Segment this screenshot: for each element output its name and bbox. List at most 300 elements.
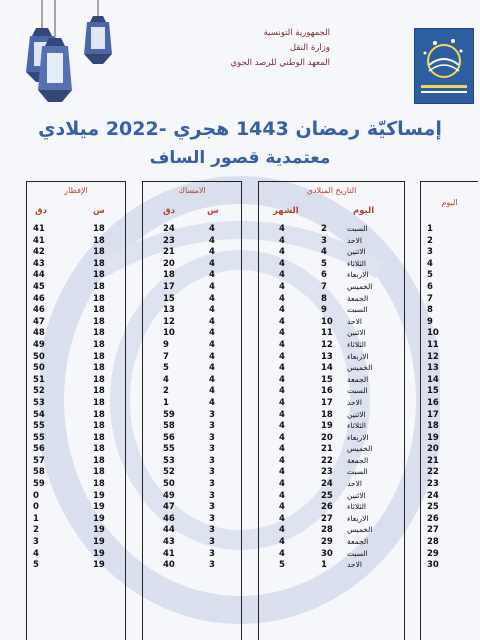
- table-row: [143, 224, 241, 236]
- ih-cell: 4: [209, 363, 215, 374]
- im-cell: 40: [163, 560, 175, 571]
- fm-cell: 4: [33, 548, 39, 559]
- im-cell: 24: [163, 224, 175, 234]
- table-row: [143, 456, 241, 468]
- d-cell: 15: [321, 374, 333, 385]
- day-number-column-title: اليوم: [441, 198, 458, 207]
- d-cell: 25: [321, 490, 333, 501]
- table-row: [143, 410, 241, 422]
- fh-cell: 18: [93, 374, 105, 385]
- dayname-cell: الاثنين: [347, 328, 366, 338]
- d-cell: 13: [321, 351, 333, 362]
- table-row: [27, 328, 125, 340]
- fm-cell: 55: [33, 421, 45, 432]
- table-row: [259, 317, 404, 329]
- table-row: [421, 340, 478, 352]
- table-row: [143, 386, 241, 398]
- table-row: [259, 363, 404, 375]
- ih-cell: 3: [209, 479, 215, 490]
- im-cell: 9: [163, 339, 169, 350]
- m-cell: 4: [279, 421, 285, 432]
- im-cell: 7: [163, 351, 169, 362]
- n-cell: 20: [427, 444, 439, 455]
- ih-cell: 4: [209, 351, 215, 362]
- table-row: [143, 479, 241, 491]
- fm-cell: 3: [33, 537, 39, 548]
- im-cell: 46: [163, 513, 175, 524]
- table-row: [27, 270, 125, 282]
- page-subtitle: معتمدية قصور الساف: [149, 148, 331, 168]
- d-cell: 23: [321, 467, 333, 478]
- fm-cell: 56: [33, 444, 45, 455]
- im-cell: 23: [163, 235, 175, 246]
- im-cell: 17: [163, 281, 175, 292]
- table-row: [421, 236, 478, 248]
- dayname-cell: الثلاثاء: [347, 421, 367, 431]
- m-cell: 4: [279, 339, 285, 350]
- table-row: [143, 236, 241, 248]
- d-cell: 24: [321, 479, 333, 490]
- n-cell: 26: [427, 513, 439, 524]
- fm-cell: 2: [33, 525, 39, 536]
- fm-cell: 0: [33, 490, 39, 501]
- n-cell: 23: [427, 479, 439, 490]
- n-cell: 12: [427, 351, 439, 362]
- table-row: [27, 224, 125, 236]
- n-cell: 25: [427, 502, 439, 513]
- m-cell: 4: [279, 235, 285, 246]
- m-cell: 4: [279, 351, 285, 362]
- table-row: [259, 294, 404, 306]
- d-cell: 29: [321, 537, 333, 548]
- table-row: [421, 491, 478, 503]
- table-row: [259, 491, 404, 503]
- table-row: [27, 352, 125, 364]
- table-row: [143, 317, 241, 329]
- table-row: [259, 467, 404, 479]
- table-row: [259, 236, 404, 248]
- m-cell: 4: [279, 293, 285, 304]
- d-cell: 19: [321, 421, 333, 432]
- m-cell: 4: [279, 374, 285, 385]
- table-row: [259, 328, 404, 340]
- table-row: [421, 247, 478, 259]
- imsak-minute-header: دق: [163, 206, 175, 216]
- table-row: [27, 491, 125, 503]
- d-cell: 14: [321, 363, 333, 374]
- fh-cell: 19: [93, 513, 105, 524]
- table-row: [27, 236, 125, 248]
- table-row: [259, 549, 404, 561]
- table-row: [421, 363, 478, 375]
- fh-cell: 18: [93, 281, 105, 292]
- table-row: [259, 398, 404, 410]
- table-row: [259, 410, 404, 422]
- table-row: [421, 375, 478, 387]
- ih-cell: 4: [209, 328, 215, 339]
- table-row: [27, 398, 125, 410]
- dayname-cell: الجمعة: [347, 537, 369, 547]
- n-cell: 6: [427, 281, 433, 292]
- d-cell: 17: [321, 397, 333, 408]
- table-row: [143, 282, 241, 294]
- fh-cell: 18: [93, 363, 105, 374]
- table-row: [27, 410, 125, 422]
- fh-cell: 18: [93, 258, 105, 269]
- ih-cell: 4: [209, 305, 215, 316]
- ih-cell: 4: [209, 339, 215, 350]
- table-row: [143, 398, 241, 410]
- table-row: [27, 525, 125, 537]
- im-cell: 53: [163, 455, 175, 466]
- table-row: [143, 433, 241, 445]
- m-cell: 4: [279, 270, 285, 281]
- table-row: [143, 444, 241, 456]
- fh-cell: 18: [93, 247, 105, 258]
- dayname-cell: الخميس: [347, 525, 373, 535]
- table-row: [421, 282, 478, 294]
- iftar-column-title: الإفطار: [64, 186, 88, 195]
- d-cell: 12: [321, 339, 333, 350]
- iftar-minute-header: دق: [35, 206, 47, 216]
- fm-cell: 50: [33, 351, 45, 362]
- n-cell: 29: [427, 548, 439, 559]
- dayname-cell: الثلاثاء: [347, 258, 367, 268]
- dayname-cell: الجمعة: [347, 455, 369, 465]
- im-cell: 43: [163, 537, 175, 548]
- im-cell: 1: [163, 397, 169, 408]
- table-row: [421, 433, 478, 445]
- im-cell: 5: [163, 363, 169, 374]
- im-cell: 56: [163, 432, 175, 443]
- iftar-hour-header: س: [93, 206, 105, 216]
- header-line-1: الجمهورية التونسية: [263, 28, 330, 38]
- table-row: [421, 560, 478, 572]
- table-row: [259, 560, 404, 572]
- table-row: [421, 456, 478, 468]
- dayname-cell: الجمعة: [347, 374, 369, 384]
- m-cell: 4: [279, 397, 285, 408]
- fm-cell: 46: [33, 305, 45, 316]
- im-cell: 18: [163, 270, 175, 281]
- table-row: [143, 340, 241, 352]
- table-row: [27, 560, 125, 572]
- dayname-cell: الثلاثاء: [347, 339, 367, 349]
- n-cell: 22: [427, 467, 439, 478]
- dayname-cell: السبت: [347, 224, 368, 233]
- dayname-cell: الاربعاء: [347, 513, 369, 523]
- im-cell: 47: [163, 502, 175, 513]
- table-row: [27, 317, 125, 329]
- imsak-column-title: الامساك: [178, 186, 206, 195]
- im-cell: 52: [163, 467, 175, 478]
- m-cell: 4: [279, 328, 285, 339]
- table-row: [421, 549, 478, 561]
- table-row: [27, 259, 125, 271]
- d-cell: 27: [321, 513, 333, 524]
- fh-cell: 18: [93, 455, 105, 466]
- im-cell: 49: [163, 490, 175, 501]
- table-row: [143, 352, 241, 364]
- ih-cell: 3: [209, 525, 215, 536]
- gregorian-column-title: التاريخ الميلادي: [306, 186, 357, 195]
- fh-cell: 18: [93, 328, 105, 339]
- fm-cell: 50: [33, 363, 45, 374]
- ih-cell: 3: [209, 467, 215, 478]
- table-row: [27, 479, 125, 491]
- imsak-hour-header: س: [207, 206, 219, 216]
- fh-cell: 18: [93, 421, 105, 432]
- fm-cell: 53: [33, 397, 45, 408]
- table-row: [27, 421, 125, 433]
- dayname-cell: الخميس: [347, 444, 373, 454]
- table-row: [259, 444, 404, 456]
- dayname-cell: الاثنين: [347, 247, 366, 257]
- ih-cell: 4: [209, 281, 215, 292]
- n-cell: 30: [427, 560, 439, 571]
- d-cell: 18: [321, 409, 333, 420]
- table-row: [259, 502, 404, 514]
- table-row: [421, 410, 478, 422]
- dayname-cell: الاربعاء: [347, 351, 369, 361]
- fh-cell: 19: [93, 548, 105, 559]
- table-row: [259, 514, 404, 526]
- dayname-cell: الاحد: [347, 560, 362, 570]
- fm-cell: 41: [33, 235, 45, 246]
- table-row: [27, 282, 125, 294]
- table-row: [421, 305, 478, 317]
- ih-cell: 3: [209, 548, 215, 559]
- ih-cell: 4: [209, 397, 215, 408]
- dayname-cell: الاحد: [347, 479, 362, 489]
- table-row: [259, 386, 404, 398]
- ih-cell: 4: [209, 224, 215, 234]
- n-cell: 15: [427, 386, 439, 397]
- table-row: [421, 537, 478, 549]
- day-number-rows: [421, 224, 478, 572]
- m-cell: 4: [279, 479, 285, 490]
- fh-cell: 19: [93, 525, 105, 536]
- lantern-icon: [78, 0, 118, 78]
- im-cell: 20: [163, 258, 175, 269]
- fh-cell: 18: [93, 444, 105, 455]
- fm-cell: 47: [33, 316, 45, 327]
- d-cell: 1: [321, 560, 327, 571]
- table-row: [143, 363, 241, 375]
- table-row: [421, 514, 478, 526]
- table-row: [421, 328, 478, 340]
- ih-cell: 4: [209, 374, 215, 385]
- fh-cell: 18: [93, 305, 105, 316]
- table-row: [27, 247, 125, 259]
- table-row: [27, 386, 125, 398]
- fh-cell: 18: [93, 467, 105, 478]
- table-row: [143, 375, 241, 387]
- table-row: [27, 502, 125, 514]
- im-cell: 50: [163, 479, 175, 490]
- d-cell: 6: [321, 270, 327, 281]
- table-row: [259, 340, 404, 352]
- table-row: [259, 421, 404, 433]
- dayname-cell: الخميس: [347, 281, 373, 291]
- m-cell: 4: [279, 305, 285, 316]
- dayname-cell: السبت: [347, 548, 368, 558]
- d-cell: 28: [321, 525, 333, 536]
- d-cell: 10: [321, 316, 333, 327]
- n-cell: 9: [427, 316, 433, 327]
- m-cell: 4: [279, 316, 285, 327]
- fm-cell: 0: [33, 502, 39, 513]
- ih-cell: 3: [209, 432, 215, 443]
- table-row: [421, 352, 478, 364]
- table-row: [143, 328, 241, 340]
- table-row: [143, 294, 241, 306]
- fm-cell: 1: [33, 513, 39, 524]
- d-cell: 22: [321, 455, 333, 466]
- table-row: [421, 317, 478, 329]
- table-row: [27, 456, 125, 468]
- gregorian-day-header: اليوم: [353, 206, 375, 216]
- ih-cell: 4: [209, 247, 215, 258]
- m-cell: 4: [279, 548, 285, 559]
- n-cell: 21: [427, 455, 439, 466]
- d-cell: 11: [321, 328, 333, 339]
- dayname-cell: الاثنين: [347, 490, 366, 500]
- table-row: [259, 305, 404, 317]
- im-cell: 4: [163, 374, 169, 385]
- table-row: [143, 514, 241, 526]
- d-cell: 30: [321, 548, 333, 559]
- page-title: إمساكيّة رمضان 1443 هجري -2022 ميلادي: [38, 118, 442, 140]
- dayname-cell: الاحد: [347, 397, 362, 407]
- table-row: [27, 294, 125, 306]
- dayname-cell: الاحد: [347, 316, 362, 326]
- im-cell: 21: [163, 247, 175, 258]
- table-row: [143, 560, 241, 572]
- table-row: [421, 386, 478, 398]
- d-cell: 16: [321, 386, 333, 397]
- m-cell: 4: [279, 525, 285, 536]
- ih-cell: 3: [209, 409, 215, 420]
- table-row: [143, 491, 241, 503]
- n-cell: 17: [427, 409, 439, 420]
- table-row: [421, 467, 478, 479]
- dayname-cell: الثلاثاء: [347, 502, 367, 512]
- table-row: [27, 375, 125, 387]
- fm-cell: 43: [33, 258, 45, 269]
- im-cell: 58: [163, 421, 175, 432]
- table-row: [259, 433, 404, 445]
- n-cell: 8: [427, 305, 433, 316]
- m-cell: 4: [279, 432, 285, 443]
- fm-cell: 44: [33, 270, 45, 281]
- m-cell: 4: [279, 467, 285, 478]
- table-row: [421, 502, 478, 514]
- d-cell: 9: [321, 305, 327, 316]
- institute-logo: [414, 28, 474, 104]
- n-cell: 24: [427, 490, 439, 501]
- n-cell: 2: [427, 235, 433, 246]
- fh-cell: 18: [93, 224, 105, 234]
- m-cell: 4: [279, 258, 285, 269]
- d-cell: 4: [321, 247, 327, 258]
- fm-cell: 42: [33, 247, 45, 258]
- table-row: [421, 421, 478, 433]
- fh-cell: 19: [93, 537, 105, 548]
- dayname-cell: الخميس: [347, 363, 373, 373]
- n-cell: 3: [427, 247, 433, 258]
- fh-cell: 18: [93, 397, 105, 408]
- ih-cell: 3: [209, 537, 215, 548]
- n-cell: 19: [427, 432, 439, 443]
- fh-cell: 18: [93, 339, 105, 350]
- fm-cell: 58: [33, 467, 45, 478]
- fh-cell: 18: [93, 270, 105, 281]
- fm-cell: 41: [33, 224, 45, 234]
- dayname-cell: السبت: [347, 386, 368, 396]
- table-row: [259, 456, 404, 468]
- m-cell: 4: [279, 409, 285, 420]
- day-number-column: [420, 181, 478, 640]
- im-cell: 55: [163, 444, 175, 455]
- table-row: [421, 294, 478, 306]
- m-cell: 4: [279, 537, 285, 548]
- fm-cell: 5: [33, 560, 39, 571]
- im-cell: 15: [163, 293, 175, 304]
- n-cell: 1: [427, 224, 433, 234]
- table-row: [27, 537, 125, 549]
- gregorian-date-column: [258, 181, 405, 640]
- table-row: [143, 549, 241, 561]
- n-cell: 27: [427, 525, 439, 536]
- fm-cell: 54: [33, 409, 45, 420]
- n-cell: 11: [427, 339, 439, 350]
- im-cell: 44: [163, 525, 175, 536]
- table-row: [27, 514, 125, 526]
- im-cell: 2: [163, 386, 169, 397]
- table-row: [27, 444, 125, 456]
- fh-cell: 19: [93, 560, 105, 571]
- table-row: [27, 433, 125, 445]
- table-row: [143, 502, 241, 514]
- fm-cell: 59: [33, 479, 45, 490]
- table-row: [143, 247, 241, 259]
- table-row: [421, 398, 478, 410]
- table-row: [259, 479, 404, 491]
- im-cell: 59: [163, 409, 175, 420]
- table-row: [143, 525, 241, 537]
- fm-cell: 46: [33, 293, 45, 304]
- table-row: [421, 224, 478, 236]
- ih-cell: 3: [209, 444, 215, 455]
- ih-cell: 4: [209, 235, 215, 246]
- table-row: [143, 305, 241, 317]
- gregorian-month-header: الشهر: [273, 206, 299, 216]
- m-cell: 4: [279, 513, 285, 524]
- n-cell: 4: [427, 258, 433, 269]
- table-row: [27, 305, 125, 317]
- imsak-rows: [143, 224, 241, 572]
- table-row: [259, 247, 404, 259]
- d-cell: 2: [321, 224, 327, 234]
- table-row: [27, 549, 125, 561]
- d-cell: 7: [321, 281, 327, 292]
- table-row: [259, 259, 404, 271]
- fh-cell: 18: [93, 409, 105, 420]
- table-row: [27, 340, 125, 352]
- dayname-cell: الاحد: [347, 235, 362, 245]
- im-cell: 13: [163, 305, 175, 316]
